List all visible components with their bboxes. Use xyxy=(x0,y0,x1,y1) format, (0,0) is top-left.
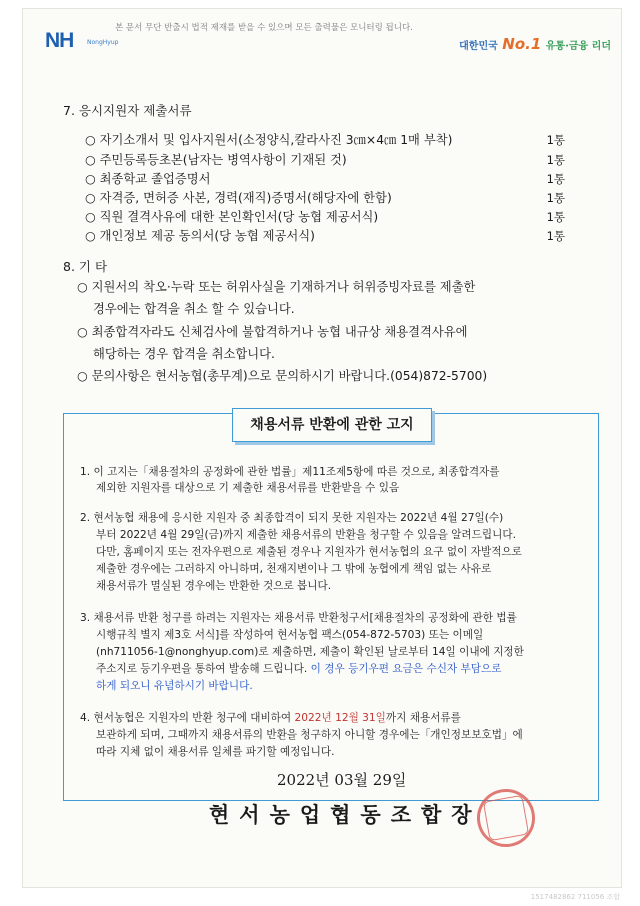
section7-item: ○ 주민등록등초본(남자는 병역사항이 기재된 것) xyxy=(85,153,347,167)
notice-p1-line: 1. 이 고지는「채용절차의 공정화에 관한 법률」제11조제5항에 따른 것으로, 최종합격자를 xyxy=(80,466,500,478)
section7-item: ○ 최종학교 졸업증명서 xyxy=(85,172,211,186)
slogan xyxy=(459,35,611,53)
section7-qty: 1통 xyxy=(546,229,565,243)
seal-inner-frame xyxy=(483,795,529,841)
notice-p2-line: 제출한 경우에는 그러하지 아니하며, 천재지변이나 그 밖에 농협에게 책임 없는 사유로 xyxy=(96,563,492,575)
notice-p2-line: 다만, 홈페이지 또는 전자우편으로 제출된 경우나 지원자가 현서농협의 요구 없이 자발적으로 xyxy=(96,546,522,558)
section8-line: ○ 문의사항은 현서농협(총무계)으로 문의하시기 바랍니다.(054)872-5700) xyxy=(77,369,488,383)
monitoring-notice: 본 문서 무단 반출시 법적 제재를 받을 수 있으며 모든 출력물은 모니터링 됩니다. xyxy=(115,23,413,33)
notice-p3-line xyxy=(96,661,501,676)
slogan-suffix: 유통·금융 리더 xyxy=(545,41,611,52)
section8-line: ○ 지원서의 착오·누락 또는 허위사실을 기재하거나 허위증빙자료를 제출한 xyxy=(77,280,476,294)
notice-p2-line: 2. 현서농협 채용에 응시한 지원자 중 최종합격이 되지 못한 지원자는 2022년 4월 27일(수) xyxy=(80,512,504,524)
notice-p3-highlight: 하게 되오니 유념하시기 바랍니다. xyxy=(96,680,253,692)
section7-qty: 1통 xyxy=(546,172,565,186)
notice-p3-text: 주소지로 등기우편을 통하여 발송해 드립니다. xyxy=(96,663,308,675)
notice-p1-line: 제외한 지원자를 대상으로 기 제출한 채용서류를 반환받을 수 있음 xyxy=(96,482,400,494)
section7-qty: 1통 xyxy=(546,191,565,205)
notice-p4-text: 4. 현서농협은 지원자의 반환 청구에 대비하여 xyxy=(80,712,292,724)
notice-p3-highlight: 이 경우 등기우편 요금은 수신자 부담으로 xyxy=(310,663,502,675)
notice-p4-line xyxy=(80,710,461,725)
notice-p4-deadline: 2022년 12월 31일 xyxy=(294,712,386,724)
nh-logo: NH xyxy=(45,29,74,52)
section7-item: ○ 자격증, 면허증 사본, 경력(재직)증명서(해당자에 한함) xyxy=(85,191,392,205)
notice-p2-line: 부터 2022년 4월 29일(금)까지 제출한 채용서류의 반환을 청구할 수 있음을 알려드립니다. xyxy=(96,529,516,541)
nh-logo-subtext: NongHyup xyxy=(87,39,119,46)
notice-p4-text: 까지 채용서류를 xyxy=(385,712,461,724)
notice-p3-line: 시행규칙 별지 제3호 서식]를 작성하여 현서농협 팩스(054-872-5703) 또는 이메일 xyxy=(96,629,484,641)
notice-box xyxy=(63,413,599,801)
document-page xyxy=(22,8,622,888)
document-date: 2022년 03월 29일 xyxy=(277,771,407,789)
section8-title: 8. 기 타 xyxy=(63,259,108,274)
footer-code: 1517482862 711056 조합 xyxy=(530,893,620,901)
section7-item: ○ 직원 결격사유에 대한 본인확인서(당 농협 제공서식) xyxy=(85,210,379,224)
notice-p3-line: (nh711056-1@nonghyup.com)로 제출하면, 제출이 확인된 날로부터 14일 이내에 지정한 xyxy=(96,646,524,658)
section8-line: 경우에는 합격을 취소 할 수 있습니다. xyxy=(93,302,295,316)
notice-p4-line: 보관하게 되며, 그때까지 채용서류의 반환을 청구하지 아니할 경우에는「개인정보보호법」에 xyxy=(96,729,523,741)
notice-p3-line: 3. 채용서류 반환 청구를 하려는 지원자는 채용서류 반환청구서[채용절차의 공정화에 관한 법률 xyxy=(80,612,517,624)
section7-item: ○ 자기소개서 및 입사지원서(소정양식,칼라사진 3㎝×4㎝ 1매 부착) xyxy=(85,133,453,147)
section7-title: 7. 응시지원자 제출서류 xyxy=(63,103,192,118)
header xyxy=(23,9,623,61)
section8-line: 해당하는 경우 합격을 취소합니다. xyxy=(93,347,275,361)
section7-qty: 1통 xyxy=(546,153,565,167)
notice-p4-line: 따라 지체 없이 채용서류 일체를 파기할 예정입니다. xyxy=(96,746,335,758)
section7-qty: 1통 xyxy=(546,210,565,224)
slogan-no1: No.1 xyxy=(502,35,542,53)
issuer-name: 현서농업협동조합장 xyxy=(209,802,482,827)
notice-p2-line: 채용서류가 멸실된 경우에는 반환한 것으로 봅니다. xyxy=(96,580,332,592)
notice-box-title: 채용서류 반환에 관한 고지 xyxy=(232,408,432,442)
section8-line: ○ 최종합격자라도 신체검사에 불합격하거나 농협 내규상 채용결격사유에 xyxy=(77,325,468,339)
section7-item: ○ 개인정보 제공 동의서(당 농협 제공서식) xyxy=(85,229,315,243)
slogan-prefix: 대한민국 xyxy=(459,41,498,52)
section7-qty: 1통 xyxy=(546,133,565,147)
